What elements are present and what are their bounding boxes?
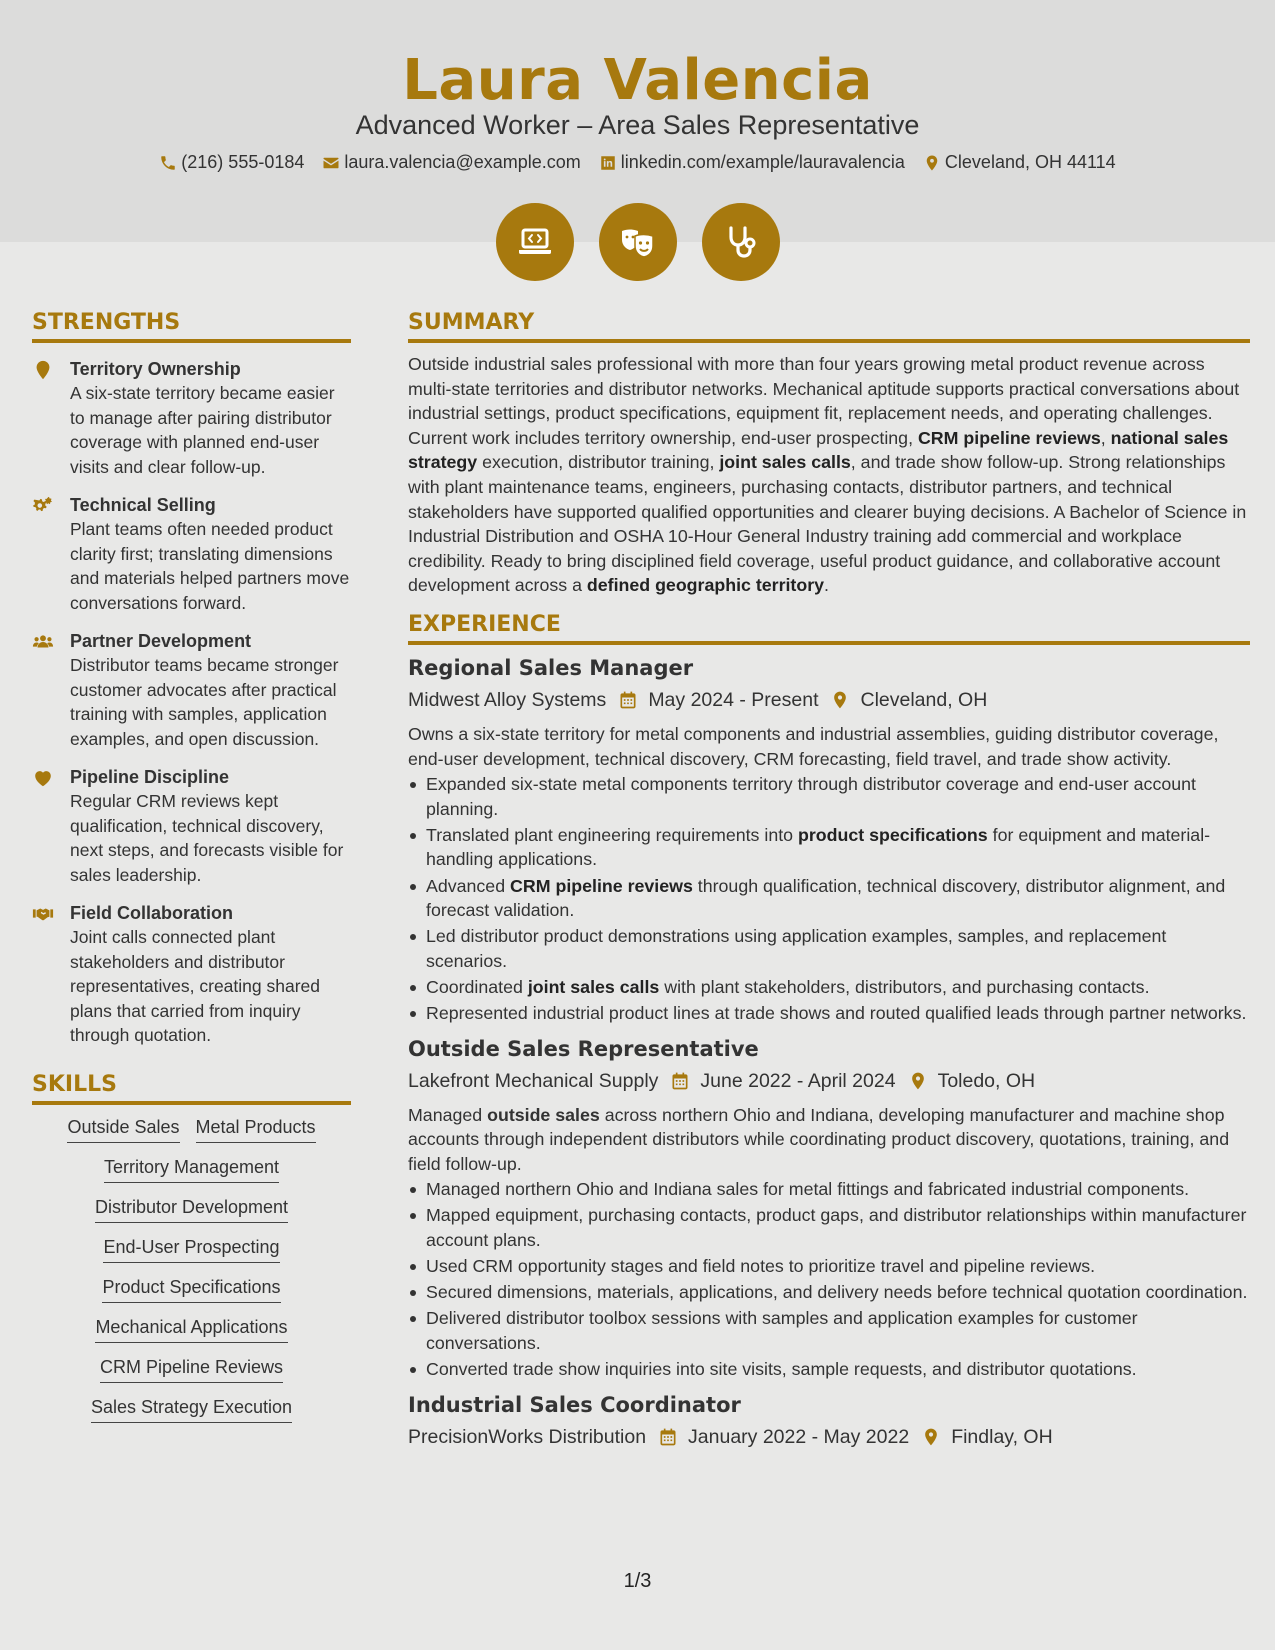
contact-linkedin[interactable] [599,152,905,173]
phone-icon [159,154,177,172]
skill-tag: Product Specifications [102,1277,280,1303]
job-location: Findlay, OH [951,1425,1053,1448]
experience-heading: EXPERIENCE [408,612,1250,645]
strength-text: Distributor teams became stronger customer advocates after practical training with samples, application examples, and open discussion. [70,655,339,749]
strength-item [32,765,351,887]
job-meta [408,1421,1250,1453]
strength-item [32,357,351,479]
bullet-item: Translated plant engineering requirements into product specifications for equipment and material-handling applications. [408,823,1250,872]
strength-title: Pipeline Discipline [70,767,230,787]
bullet-item: Managed northern Ohio and Indiana sales for metal fittings and fabricated industrial components. [408,1177,1250,1202]
contact-email[interactable] [322,152,580,173]
strength-item [32,493,351,615]
summary-text: Outside industrial sales professional with more than four years growing metal product revenue across multi-state territories and distributor networks. Mechanical aptitude supports practical conversations about industrial settings, product specifications, equipment fit, replacement needs, and operating challenges. Current work includes territory ownership, end-user prospecting, CRM pipeline reviews, national sales strategy execution, distributor training, joint sales calls, and trade show follow-up. Strong relationships with plant maintenance teams, engineers, purchasing contacts, distributor partners, and technical stakeholders have supported qualified opportunities and clearer buying decisions. A Bachelor of Science in Industrial Distribution and OSHA 10-Hour General Industry training add commercial and workplace credibility. Ready to bring disciplined field coverage, useful product guidance, and collaborative account development across a defined geographic territory. [408,354,1247,596]
bullet-item: Coordinated joint sales calls with plant stakeholders, distributors, and purchasing contacts. [408,975,1250,1000]
map-pin-icon [32,359,54,381]
job-entry [408,1390,1250,1453]
map-pin-icon [908,1071,928,1091]
job-location: Cleveland, OH [860,688,988,711]
job-location: Toledo, OH [937,1069,1036,1092]
location-text: Cleveland, OH 44114 [944,152,1116,172]
strength-title: Partner Development [70,631,252,651]
calendar-icon [658,1427,678,1447]
bullet-item: Delivered distributor toolbox sessions with samples and application examples for customer conversations. [408,1306,1250,1355]
job-company: Lakefront Mechanical Supply [408,1069,659,1092]
bullet-item: Expanded six-state metal components territory through distributor coverage and end-user account planning. [408,772,1250,821]
calendar-icon [670,1071,690,1091]
contact-bar [0,152,1275,173]
job-description: Managed outside sales across northern Ohio and Indiana, developing manufacturer and machine shop accounts through independent distributors while coordinating product discovery, quotations, training, and field follow-up. [408,1104,1230,1174]
skills-heading: SKILLS [32,1072,351,1105]
left-column [32,310,351,1437]
theater-masks-icon [599,203,677,281]
job-meta [408,1065,1250,1097]
contact-phone [159,152,304,173]
strength-item [32,901,351,1048]
skill-tag: End-User Prospecting [103,1237,279,1263]
map-pin-icon [923,154,941,172]
job-dates: January 2022 - May 2022 [688,1425,910,1448]
phone-text: (216) 555-0184 [181,152,305,172]
gears-icon [32,495,54,517]
strengths-heading: STRENGTHS [32,310,351,343]
job-dates: June 2022 - April 2024 [700,1069,896,1092]
linkedin-text[interactable]: linkedin.com/example/lauravalencia [620,152,905,172]
bullet-item: Mapped equipment, purchasing contacts, product gaps, and distributor relationships within manufacturer account plans. [408,1203,1250,1252]
email-text[interactable]: laura.valencia@example.com [344,152,581,172]
interest-icons [0,203,1275,281]
bullet-item: Led distributor product demonstrations using application examples, samples, and replacement scenarios. [408,924,1250,973]
bullet-item: Converted trade show inquiries into site visits, sample requests, and distributor quotations. [408,1357,1250,1382]
bullet-item: Represented industrial product lines at trade shows and routed qualified leads through partner networks. [408,1001,1250,1026]
bullet-item: Used CRM opportunity stages and field notes to prioritize travel and pipeline reviews. [408,1254,1250,1279]
skill-tag: Mechanical Applications [95,1317,287,1343]
strength-text: A six-state territory became easier to manage after pairing distributor coverage with planned end-user visits and clear follow-up. [70,383,335,477]
handshake-icon [32,903,54,925]
strength-title: Territory Ownership [70,359,241,379]
bullet-item: Secured dimensions, materials, applications, and delivery needs before technical quotation coordination. [408,1280,1250,1305]
users-icon [32,631,54,653]
skill-tag: Metal Products [196,1117,316,1143]
strength-text: Plant teams often needed product clarity first; translating dimensions and materials helped partners move conversations forward. [70,519,350,613]
skill-tag: Distributor Development [95,1197,288,1223]
job-company: Midwest Alloy Systems [408,688,607,711]
contact-location [923,152,1116,173]
strength-title: Field Collaboration [70,903,234,923]
bullet-item: Advanced CRM pipeline reviews through qualification, technical discovery, distributor alignment, and forecast validation. [408,874,1250,923]
skill-tag: Outside Sales [67,1117,179,1143]
job-entry [408,1034,1250,1382]
job-bullets [408,772,1250,1025]
strength-text: Joint calls connected plant stakeholders and distributor representatives, creating shared plans that carried from inquiry through quotation. [70,927,320,1045]
map-pin-icon [921,1427,941,1447]
job-meta [408,684,1250,716]
skills-list [32,1117,351,1423]
stethoscope-icon [702,203,780,281]
job-title: Regional Sales Manager [408,655,694,680]
right-column [408,310,1250,1453]
heart-icon [32,767,54,789]
strength-title: Technical Selling [70,495,216,515]
calendar-icon [618,690,638,710]
experience-list [408,653,1250,1453]
job-title: Outside Sales Representative [408,1036,759,1061]
skill-tag: CRM Pipeline Reviews [100,1357,283,1383]
job-company: PrecisionWorks Distribution [408,1425,647,1448]
candidate-title: Advanced Worker – Area Sales Representative [355,110,920,140]
linkedin-icon [599,154,617,172]
candidate-name: Laura Valencia [402,48,873,113]
job-bullets [408,1177,1250,1381]
page-number: 1/3 [623,1570,652,1592]
job-title: Industrial Sales Coordinator [408,1392,741,1417]
job-entry [408,653,1250,1026]
summary-heading: SUMMARY [408,310,1250,343]
envelope-icon [322,154,340,172]
map-pin-icon [830,690,850,710]
job-dates: May 2024 - Present [648,688,819,711]
skill-tag: Sales Strategy Execution [91,1397,292,1423]
skill-tag: Territory Management [104,1157,279,1183]
job-description: Owns a six-state territory for metal components and industrial assemblies, guiding distributor coverage, end-user development, technical discovery, CRM forecasting, field travel, and trade show activity. [408,723,1219,769]
strength-item [32,629,351,751]
laptop-code-icon [496,203,574,281]
strength-text: Regular CRM reviews kept qualification, technical discovery, next steps, and forecasts visible for sales leadership. [70,791,344,885]
